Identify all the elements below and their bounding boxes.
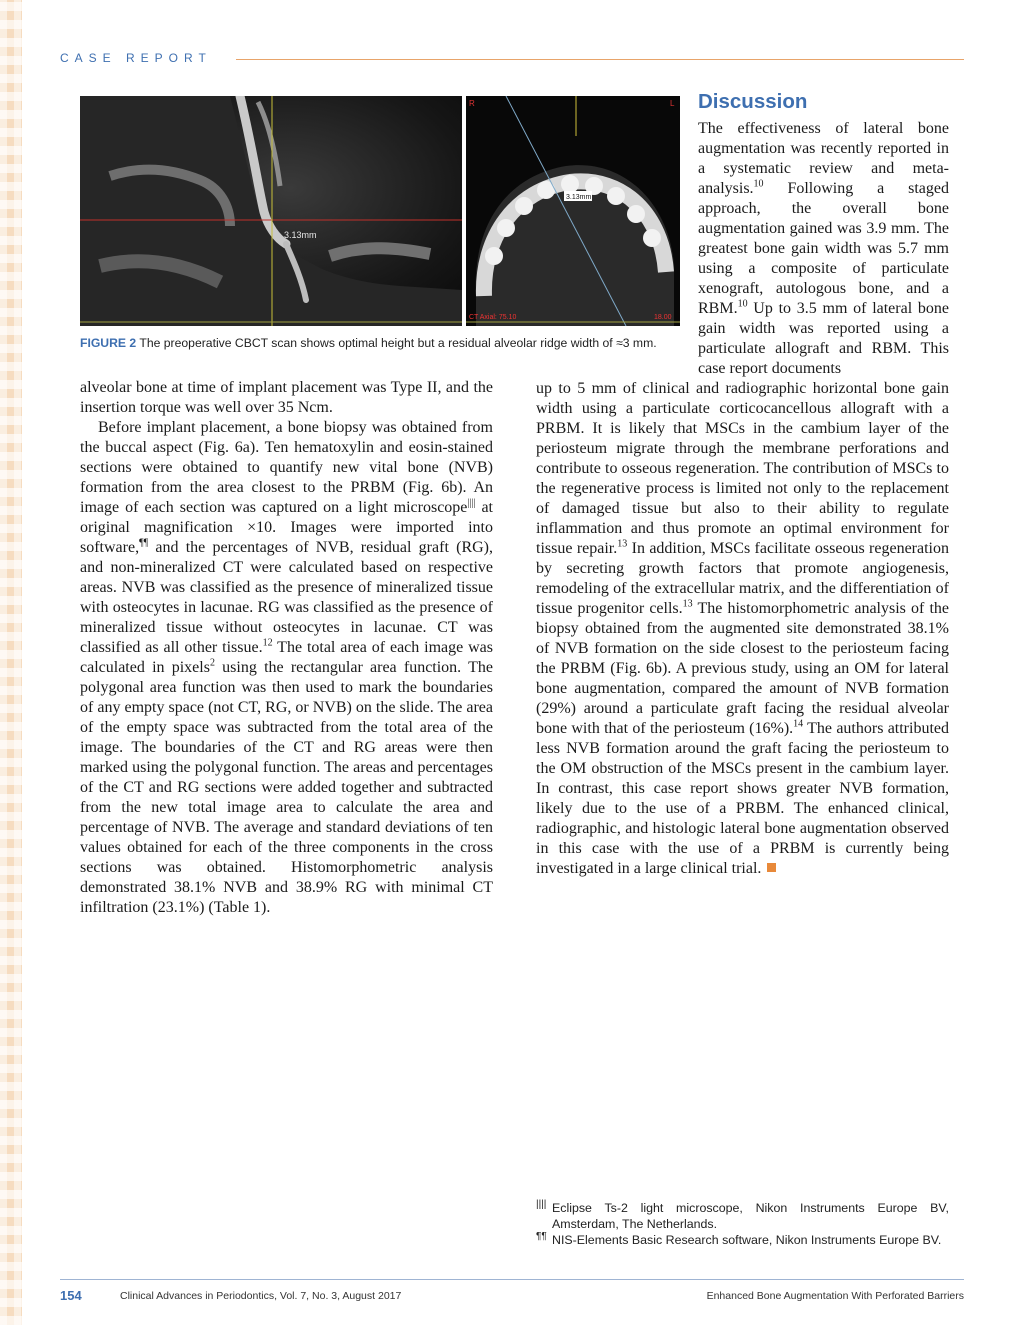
cbct-axial-drawing (466, 96, 680, 326)
decorative-side-strip (0, 0, 22, 1325)
superscript-2: 2 (209, 657, 215, 669)
reference-10: 10 (737, 298, 748, 310)
discussion-part-d: up to 5 mm of clinical and radiographic horizontal bone gain width using a particulate corticocancellous allograft with a PRBM. It is likely that MSCs in the cambium layer of the periosteum migrate through the membrane perforations and contribute to osseous regeneration. The contribution of MSCs to the regenerative process is limited not only to the replacement of damaged tissue but also to their ability to regulate inflammation and thus promote an optimal environment for tissue repair. (536, 380, 949, 557)
reference-14: 14 (793, 718, 804, 730)
discussion-text-top (698, 119, 949, 379)
journal-citation: Clinical Advances in Periodontics, Vol. 7, No. 3, August 2017 (120, 1290, 402, 1302)
footnote-text: Eclipse Ts-2 light microscope, Nikon Instruments Europe BV, Amsterdam, The Netherlands. (552, 1201, 949, 1231)
figure-caption (80, 336, 657, 350)
discussion-part-b: Following a staged approach, the overall bone augmentation gained was 3.9 mm. The greatest bone gain width was 5.7 mm using a composite of particulate xenograft, autologous bone, and a RBM. (698, 180, 949, 317)
figure-2 (80, 96, 680, 326)
cbct-axial-image (466, 96, 680, 326)
discussion-part-e: In addition, MSCs facilitate osseous regeneration by secreting growth factors that promote angiogenesis, remodeling of the extracellular matrix, and the differentiation of tissue progenitor cells. (536, 540, 949, 617)
cbct-cross-section-drawing (80, 96, 462, 326)
reference-12: 12 (262, 637, 273, 649)
left-column-text (80, 378, 493, 918)
paragraph-2-part-c: and the percentages of NVB, residual graft (RG), and non-mineralized CT were calculated based on respective areas. NVB was classified as the presence of mineralized tissue with osteocytes in lacunae. RG was classified as the presence of mineralized tissue without osteocytes in lacunae. CT was classified as all other tissue. (80, 539, 493, 656)
footnote-symbol: |||| (536, 1199, 547, 1210)
paragraph-2-part-d: The total area of each image was calculated in pixels (80, 639, 494, 676)
discussion-part-c: Up to 3.5 mm of lateral bone gain width was reported using a particulate allograft and RBM. This case report documents (698, 300, 949, 377)
footnote-text: NIS-Elements Basic Research software, Nikon Instruments Europe BV. (552, 1233, 942, 1247)
right-marker: R (469, 99, 475, 108)
footnote-marker-microscope: |||| (467, 497, 476, 509)
figure-caption-text: The preoperative CBCT scan shows optimal height but a residual alveolar ridge width of ≈3 mm. (139, 336, 657, 350)
footnote-symbol: ¶¶ (536, 1231, 547, 1242)
discussion-part-f: The histomorphometric analysis of the biopsy obtained from the augmented site demonstrated 38.1% of NVB formation on the side closest to the periosteum facing the PRBM (Fig. 6b). A previous study, using an OM for lateral bone augmentation, compared the amount of NVB formation (29%) around a particulate graft facing the residual alveolar bone with that of the periosteum (16%). (536, 600, 950, 737)
footnotes (536, 1200, 949, 1248)
running-title: Enhanced Bone Augmentation With Perforated Barriers (706, 1290, 964, 1302)
discussion-heading: Discussion (698, 90, 808, 113)
footnote-software (536, 1232, 949, 1248)
left-marker: L (670, 99, 675, 108)
scale-value: 18.00 (654, 314, 672, 321)
paragraph-2-part-a: Before implant placement, a bone biopsy was obtained from the buccal aspect (Fig. 6a). Ten hematoxylin and eosin-stained sections were obtained to quantify new vital bone (NVB) formation from the area closest to the PRBM (Fig. 6b). An image of each section was captured on a light microscope (80, 419, 493, 516)
paragraph-2-part-e: using the rectangular area function. The polygonal area function was then used to mark the boundaries of any empty space (not CT, RG, or NVB) on the slide. The area of the empty space was subtracted from the total area of the image. The boundaries of the CT and RG areas were then marked using the polygonal function. The areas and percentages of the CT and RG sections were added together and subtracted from the new total image area to calculate the area and percentage of NVB. The average and standard deviations of ten values obtained for each of the three components in the cross sections was obtained. Histomorphometric analysis demonstrated 38.1% NVB and 38.9% RG with minimal CT infiltration (23.1%) (Table 1). (80, 659, 493, 916)
reference-10: 10 (753, 178, 764, 190)
cbct-cross-section-image (80, 96, 462, 326)
end-of-article-mark (767, 863, 776, 872)
discussion-part-a: The effectiveness of lateral bone augmentation was recently reported in a systematic review and meta-analysis. (698, 120, 949, 197)
header-rule (236, 59, 964, 60)
footer-rule (60, 1279, 964, 1280)
reference-13: 13 (682, 598, 693, 610)
paragraph-2-part-b: at original magnification ×10. Images were imported into software, (80, 499, 493, 556)
figure-caption-label: FIGURE 2 (80, 336, 137, 350)
axial-measurement-label: 3.13mm (566, 194, 592, 201)
footnote-marker-software: ¶¶ (139, 537, 149, 549)
discussion-part-g: The authors attributed less NVB formation around the graft facing the periosteum to the OM obstruction of the MSCs present in the cambium layer. In contrast, this case report shows greater NVB formation, likely due to the use of a PRBM. The enhanced clinical, radiographic, and histologic lateral bone augmentation observed in this case with the use of a PRBM is currently being investigated in a large clinical trial. (536, 720, 950, 877)
section-label: CASE REPORT (60, 51, 212, 65)
discussion-text-bottom (536, 379, 949, 879)
reference-13: 13 (617, 538, 628, 550)
page-number: 154 (60, 1288, 82, 1303)
footnote-microscope (536, 1200, 949, 1232)
measurement-label: 3.13mm (284, 230, 317, 240)
axial-label: CT Axial: 75.10 (469, 314, 517, 321)
paragraph-1: alveolar bone at time of implant placement was Type II, and the insertion torque was well over 35 Ncm. (80, 379, 493, 416)
paragraph-2 (80, 418, 493, 918)
